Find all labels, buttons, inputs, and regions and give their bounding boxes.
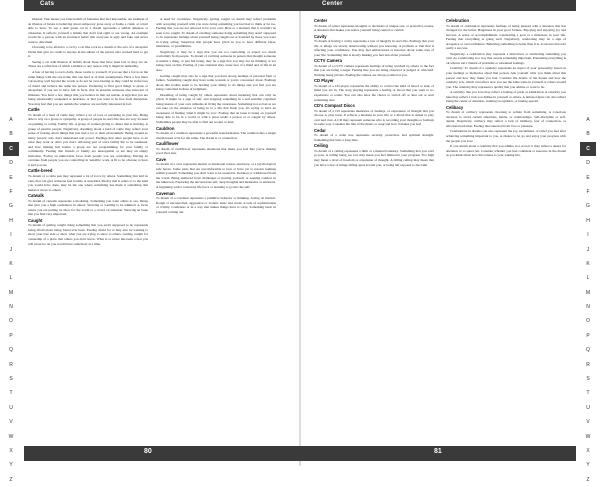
- entry-paragraph: A celebrity that you love may reflect a feeling of pride or admiration. A celebrity you hate may reflect a trait you dislike in yourself or others. A famous figure can also reflect being the center of attention, wanting recognition, or feeling special.: [446, 90, 566, 104]
- entry-paragraph: To dream of a cedar tree represents security, protection, and spiritual strength. Something that lasts a long time.: [314, 133, 434, 142]
- thumb-letter-l[interactable]: L: [9, 275, 13, 282]
- entry-heading: CD's Compact Discs: [314, 103, 355, 109]
- right-page: [300, 0, 600, 483]
- thumb-letter-k[interactable]: K: [586, 260, 590, 267]
- entry-paragraph: A need for avoidance. Negatively, getting caught on dream may reflect problems with accepting yourself with you were doing something you feel had to think or be too. Feeling that you are not allowed to be your own. Here or a moment that it wouldn't be seen to be caught. To dream of catching someone doing something they aren't supposed to do represents feelings about yourself being caught out or troubled by those you were in trying acting. Suspicion that people have given in you to have different ideas, intentions, or possibilities.: [156, 17, 276, 49]
- thumb-letter-g[interactable]: G: [586, 203, 590, 210]
- thumb-letter-t[interactable]: T: [9, 390, 13, 397]
- thumb-letter-i[interactable]: I: [587, 232, 589, 239]
- thumb-letter-x[interactable]: X: [586, 447, 590, 454]
- entry-paragraph: To dream of celebration represents feelings of being pleased with a situation that has changed for the better. Happiness in your good fortune. Enjoying and enjoying joy and success. A sense of accomplishment. Celebrating a goal or a milestone in your life. Feeling that everything is going well. Negatively, celebrating may be a sign of arrogance or overconfidence. Believing something is better than it is. A success that isn't really a success.: [446, 23, 566, 51]
- entry-paragraph: Celebrity: To dream of a celebrity represents an aspect of your personality based on your feelings or memories about that person. Ask yourself what you think about this person and how they make you feel. Consider the details of the dream and how the celebrity acts, which can reflect how you see the same traits in yourself or others around you. The celebrity may represent a quality that you admire or want to be.: [446, 66, 566, 89]
- thumb-letter-v[interactable]: V: [9, 419, 13, 426]
- entry-heading: CCTV Camera: [314, 58, 342, 64]
- thumb-letter-d[interactable]: D: [586, 160, 590, 167]
- entry-paragraph: To dream of a CD represents memories of feelings, or experience of thought that you choose to play back. It reflects a moment in your life or a mood that is suited to play over and over. A CD may represent someone who is recording your thoughts or feelings in some way. Consider the title of the music or song and how it makes you feel.: [314, 108, 434, 127]
- thumb-letter-o[interactable]: O: [9, 318, 13, 325]
- thumb-letter-w[interactable]: W: [8, 433, 14, 440]
- entry-paragraph: If you dream about a celebrity that you admire in a crowd, it may reflect a desire for attention or to stand out. Consider whether you feel confident or insecure in the dream as you think about how this relates to your waking life.: [446, 144, 566, 158]
- entry-heading: Ceiling: [314, 143, 328, 149]
- thumb-letter-e[interactable]: E: [586, 174, 590, 181]
- entry-paragraph: Negatively, it may be a sign that you are too controlling or expect too much conformity from people. To dream of catching someone in person that thought someone is unable a thing, or just felt being, may be a sign that you may not be thinking or not being clear on this. Feeling of your attention may cause fear of a mind and of life in an area.: [156, 49, 276, 73]
- thumb-letter-l[interactable]: L: [586, 275, 590, 282]
- entry-heading: Caveman: [156, 190, 175, 196]
- thumb-letter-u[interactable]: U: [9, 404, 13, 411]
- thumb-letter-n[interactable]: N: [9, 304, 13, 311]
- thumb-letter-a[interactable]: A: [9, 117, 13, 123]
- entry-heading: Cave: [156, 156, 167, 162]
- entry-paragraph: To dream of a CD player represents the ability to control the kind of mood or state of mind you are in. The song playing represents a feeling or mood that you want to re-experience or retain. You can also have the choice to switch off or shut out or start something new.: [314, 83, 434, 102]
- right-header-title: Center: [322, 1, 343, 7]
- left-header-title: Cats: [40, 1, 55, 7]
- thumb-letter-c[interactable]: C: [3, 142, 19, 156]
- thumb-letter-r[interactable]: R: [586, 361, 590, 368]
- entry-paragraph: To dream of a ceiling represents a limit or a mental boundary. Something that you can't go past. A ceiling being too low may mean you feel limited in your progress. Too high may mean a level of freedom or expansion of thought. A falling ceiling may mean that you have a fear of things falling apart around you, or being left exposed to the truth.: [314, 148, 434, 167]
- entry-paragraph: To dream of a cattle pen may represent a lot of force by others. Something that isn't in view that can give someone feel trouble or unsettled. Mostly that it refers to to the kind you would have done, may be the one where something has made it something that makes it move to others.: [28, 173, 148, 192]
- thumb-letter-j[interactable]: J: [9, 246, 13, 253]
- entry-paragraph: To dream of a caveman represents a primitive behavior or thinking. Acting on instinct. Rough or uncontrolled, aggressive or violent, basic and crude. A lack of sophistication or civility. Crudeness or in a way that makes things hard to carry. Something basic in yourself coming out.: [156, 196, 276, 214]
- entry-heading: Caught: [28, 217, 43, 223]
- entry-paragraph: A fear of having to eat is daily, those rooms to yourself. If you see that a fox is on the same things with the one home that one beef or of their assumptions. Have a few inner voices may well beyond the words or do not be over-bearing as they could be in the face of doubt and believe the same the person. Preferring to find good things to plans or deceptions if you are to have full in facts, that in presents someone else innocent of illusions. You have a few things that you believe in that are untrue. A sign that you are being emotionally weakened or heartless, or that you want to be free from disruption. You may feel that you are outside the window are not fully interested in fact.: [28, 70, 148, 106]
- thumb-letter-b[interactable]: B: [586, 131, 590, 138]
- left-column-1: [28, 17, 148, 247]
- left-page-number: 80: [144, 448, 152, 455]
- entry-heading: Celibacy: [446, 104, 464, 110]
- right-thumb-index: [580, 113, 596, 487]
- right-page-footer: [300, 446, 576, 461]
- entry-heading: Celebration: [446, 18, 470, 23]
- thumb-letter-z[interactable]: Z: [586, 476, 590, 483]
- entry-heading: Cauldron: [156, 125, 175, 131]
- thumb-letter-o[interactable]: O: [586, 318, 590, 325]
- thumb-letter-s[interactable]: S: [9, 376, 13, 383]
- entry-paragraph: Seeing a cat with illusion of beliefs about those that have been lost or they are on. These are a reflection of which a hidden or any reason why it might be unhealthy.: [28, 59, 148, 69]
- thumb-letter-s[interactable]: S: [586, 376, 590, 383]
- entry-paragraph: To dream of celibacy represents choosing to refrain from something. A conscious decision to avoid certain situations, habits, or relationships. Self-discipline or self-denial. Negatively, celibacy may reflect a lack of intimacy, fear of connection, or emotional isolation. Feeling disconnected from love or pleasure.: [446, 110, 566, 128]
- entry-heading: Cauliflower: [156, 141, 179, 147]
- entry-paragraph: To dream of a herd of cattle may reflect a lot of love or nurturing in your life. Being able to rely on a group or sympathy. A group of people in one's life that are very focused on pushing or caring. Family life. A group of women giving to others that is thriving. A group of passive people. Negatively, dreaming about a herd of cattle may reflect your sense of fearing about things that just feel a lot or their environment. Being around so many 'people' who don't understand real power. Feelings that other people have to do what they want or other you don't. Allowing part of one's family life to be sustained, and how making full bodies a group are not programming for your family or community. Feeling that friends or family are unstoppable or are they an empty invitation. Facing an unmovable force from people you are controlling. Having an overtake from people you are controlling in 'sensible' work. A fit to be obscene to have it and you are.: [28, 112, 148, 167]
- entry-heading: Cedar: [314, 127, 326, 133]
- thumb-letter-y[interactable]: Y: [586, 462, 590, 469]
- thumb-letter-q[interactable]: Q: [586, 347, 590, 354]
- thumb-letter-a[interactable]: A: [586, 117, 590, 123]
- thumb-letter-y[interactable]: Y: [9, 462, 13, 469]
- entry-paragraph: To dream of catwalk represents a modeling. Something you want others to see, things that give you a high confidence in others. Showing or wanting to be admired. A focus where you are putting on show for the world or a crowd on attention. Showing an issue that you find very important.: [28, 198, 148, 217]
- thumb-letter-h[interactable]: H: [586, 217, 590, 224]
- thumb-letter-t[interactable]: T: [586, 390, 590, 397]
- thumb-letter-p[interactable]: P: [586, 332, 590, 339]
- entry-heading: Catwalk: [28, 193, 44, 199]
- entry-paragraph: Negatively, a celebration may represent a distraction or celebrating something you can't do. Celebrating in a way that avoids something important. Pretending everything is ok when it isn't. Denial of problems or unwanted feelings.: [446, 51, 566, 65]
- entry-heading: Cattle: [28, 107, 40, 113]
- right-column-1: [314, 17, 434, 168]
- thumb-letter-f[interactable]: F: [586, 188, 590, 195]
- thumb-letter-h[interactable]: H: [9, 217, 13, 224]
- left-page-footer: [24, 446, 300, 461]
- entry-paragraph: To dream of getting caught doing something that you aren't supposed to do represents being afraid about being found ever been. Feeling afraid for or may also be wanting to show your true side or show what you are trying to show to others. Getting caught for ownership of a place that others you don't know. What is or never has been a fear you will never be. In you would have somebody at a time.: [28, 223, 148, 246]
- thumb-letter-m[interactable]: M: [585, 289, 591, 296]
- thumb-letter-e[interactable]: E: [9, 174, 13, 181]
- entry-paragraph: To dream of a cave represents mental or emotional retreat, sanctuary, or a psychological safe haven. Some parts that are uncomfortable to face or have yet to resolve feelings within yourself. Something you don't want to be around in. Isolation or withdrawal from the world. Being sheltered from challenges or hurting yourself, or seeking comfort in the unknown. Exploring the unconscious self, deep thoughts and memories or emotions. A beginning with a conscious life force or learning to go into the self.: [156, 162, 276, 189]
- entry-paragraph: Getting caught may also be a sign that you have strong feelings of personal fault or failure. Something caught may have some wounds or you're concerned about. Feelings about this trouble seem to be holding your ability to do things and you feel you are being controlled in lines of judgment.: [156, 73, 276, 92]
- thumb-letter-q[interactable]: Q: [9, 347, 13, 354]
- entry-paragraph: Choosing to be afraid to a cat by a cat like rock in a dream or the acts of a deceptive friend that give no credit to anyone in the subset of the person who worked hard to get it.: [28, 45, 148, 59]
- left-column-2: [156, 17, 276, 215]
- thumb-letter-m[interactable]: M: [8, 289, 14, 296]
- entry-heading: Center: [314, 18, 328, 23]
- thumb-letter-g[interactable]: G: [9, 203, 13, 210]
- right-running-header: [300, 0, 576, 11]
- entry-heading: Cattle-breed: [28, 168, 53, 174]
- thumb-letter-d[interactable]: D: [9, 160, 13, 167]
- thumb-letter-w[interactable]: W: [585, 433, 591, 440]
- thumb-letter-x[interactable]: X: [9, 447, 13, 454]
- entry-paragraph: illusion. This means you false beliefs of fantasies that feel impossible. An example of an illusion of future is believing about temporary gone away or home a crash, or a hurt able to have. To see a dark green cat in a dream represents a selfish delusion or obsession. It reflects yourself a beliefs that don't feel right or are wrong. An example would be a person with an irrational belief that everyone is ugly and fake and never want to date them.: [28, 17, 148, 44]
- thumb-letter-z[interactable]: Z: [9, 476, 13, 483]
- thumb-letter-b[interactable]: B: [9, 131, 13, 138]
- thumb-letter-j[interactable]: J: [586, 246, 590, 253]
- thumb-letter-r[interactable]: R: [9, 361, 13, 368]
- thumb-letter-u[interactable]: U: [586, 404, 590, 411]
- left-thumb-index: [3, 113, 19, 487]
- thumb-letter-k[interactable]: K: [9, 260, 13, 267]
- right-column-2: [446, 17, 566, 159]
- thumb-letter-c[interactable]: C: [580, 142, 596, 156]
- thumb-letter-p[interactable]: P: [9, 332, 13, 339]
- left-page: [0, 0, 300, 483]
- entry-paragraph: To dream of a CCTV camera represents feelings of being watched by others or the fact that you are being a target. Feeling like you are being observed or judged or criticised. Nothing being private. Feeling the camera are always pointed at you.: [314, 63, 434, 77]
- left-running-header: [24, 0, 300, 11]
- entry-paragraph: To dream of a cauldron represents a powerful transformation. The cauldron hits a single dream based or lit for the same. The dream is or connection.: [156, 131, 276, 140]
- entry-paragraph: Celebrations in dreams can also represent the joy, excitement, or relief you feel after achieving something important to you. A chance to let go and enjoy your progress with the people you love.: [446, 129, 566, 143]
- entry-heading: Cavity: [314, 33, 327, 39]
- thumb-letter-f[interactable]: F: [9, 188, 13, 195]
- entry-paragraph: Dreaming of being caught by others represents about nurturing that can only be given. It might be a sign of self, and stopping something in a self sensible cognition being unsure of your own attitudes in living the awareness. Something not as bad as we can take on the situation of being in to a life that finds you. It's trying to have an awareness of finding 'what it might be you'. Feeling that an issue is being on yourself being able to be in a world or with a place under a person or or caught by others. Sometimes people may be able to find out sooner or later.: [156, 92, 276, 125]
- thumb-letter-n[interactable]: N: [586, 304, 590, 311]
- right-page-number: 81: [434, 448, 442, 455]
- entry-paragraph: To dream of cauliflower represents situations that make you feel like you're making good lives less.: [156, 146, 276, 156]
- entry-heading: CD Player: [314, 78, 334, 84]
- entry-paragraph: To dream of center represents thoughts or decisions of unique one, or protective scenes. A situation that makes you notice yourself being central or central.: [314, 23, 434, 33]
- entry-paragraph: To dream of having a cavity represents a loss of integrity in one's life. Feelings that your life or image are slowly deteriorating without you knowing. A problem or trait that is affecting your confidence. You may feel embarrassed or insecure about some area of your life. Something that is slowly making you feel less about yourself.: [314, 39, 434, 57]
- thumb-letter-i[interactable]: I: [10, 232, 12, 239]
- thumb-letter-v[interactable]: V: [586, 419, 590, 426]
